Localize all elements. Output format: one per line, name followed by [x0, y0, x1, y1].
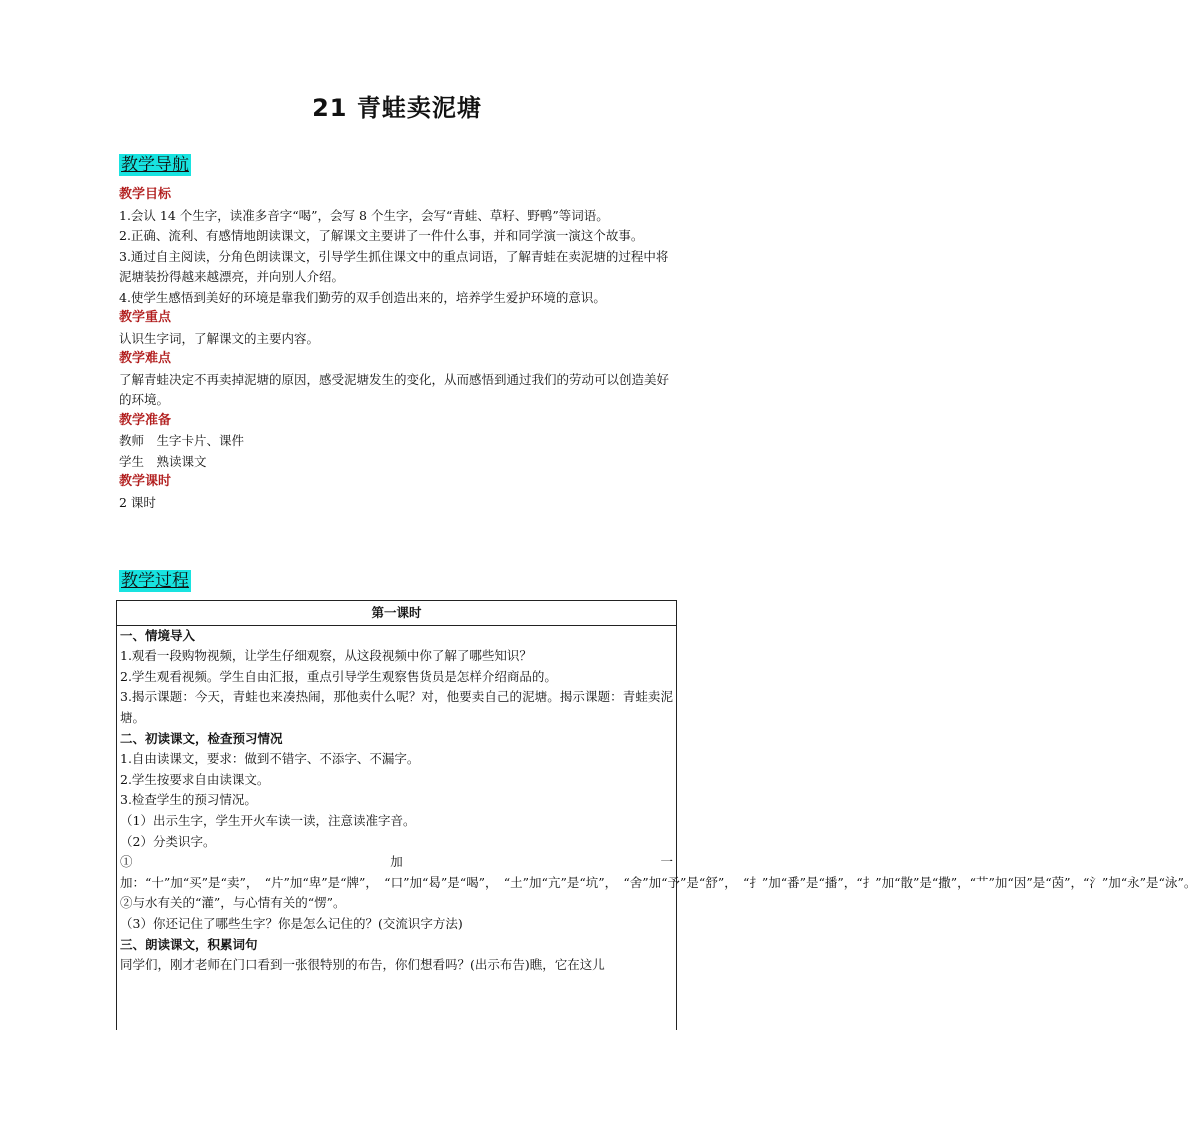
teaching-guide — [119, 185, 679, 513]
lesson-title: 第一课时 — [117, 603, 676, 626]
step-line: （2）分类识字。 — [120, 833, 216, 849]
prep-teacher: 教师 生字卡片、课件 — [119, 433, 245, 448]
goal-item: 1.会认 14 个生字，读准多音字“喝”，会写 8 个生字，会写“青蛙、草籽、野鸭”等词语。 — [119, 207, 609, 223]
page-title: 21 青蛙卖泥塘 — [312, 94, 482, 122]
step-line: 1.自由读课文，要求：做到不错字、不添字、不漏字。 — [120, 751, 420, 767]
step-heading: 一、情境导入 — [120, 627, 196, 643]
step-line: 同学们，刚才老师在门口看到一张很特别的布告，你们想看吗？(出示布告)瞧，它在这儿 — [120, 957, 605, 973]
difficulty-heading: 教学难点 — [119, 351, 172, 366]
prep-student: 学生 熟读课文 — [119, 453, 207, 469]
step-line: ①加一加：“十”加“买”是“卖”， “片”加“卑”是“牌”， “口”加“曷”是“喝”， “土”加“亢”是“坑”， “舍”加“予”是“舒”， “扌”加“番”是“播”，“扌”加“散”是“撒”，“艹”加“因”是“茵”，“氵”加“永”是“泳”。 — [120, 854, 1196, 890]
lesson-plan-table — [116, 600, 1196, 1030]
prep-heading: 教学准备 — [119, 412, 172, 428]
goal-item: 3.通过自主阅读，分角色朗读课文，引导学生抓住课文中的重点词语，了解青蛙在卖泥塘的过程中将泥塘装扮得越来越漂亮，并向别人介绍。 — [119, 248, 669, 284]
goal-item: 4.使学生感悟到美好的环境是靠我们勤劳的双手创造出来的，培养学生爱护环境的意识。 — [119, 289, 606, 305]
step-line: 2.学生观看视频。学生自由汇报，重点引导学生观察售货员是怎样介绍商品的。 — [120, 668, 557, 684]
step-heading: 二、初读课文，检查预习情况 — [120, 730, 283, 746]
step-line: 3.检查学生的预习情况。 — [120, 792, 257, 808]
step-line: （3）你还记住了哪些生字？你是怎么记住的？(交流识字方法) — [120, 915, 463, 931]
step-line: 2.学生按要求自由读课文。 — [120, 771, 270, 787]
step-line: 3.揭示课题：今天，青蛙也来凑热闹，那他卖什么呢？对，他要卖自己的泥塘。揭示课题：青蛙卖泥塘。 — [120, 689, 673, 725]
goal-item: 2.正确、流利、有感情地朗读课文，了解课文主要讲了一件什么事，并和同学演一演这个故事。 — [119, 228, 644, 243]
step-line: （1）出示生字，学生开火车读一读，注意读准字音。 — [120, 812, 416, 828]
step-line: ②与水有关的“灌”，与心情有关的“愣”。 — [120, 895, 346, 911]
step-line: 1.观看一段购物视频，让学生仔细观察，从这段视频中你了解了哪些知识？ — [120, 648, 532, 664]
section-heading-guide: 教学导航 — [121, 155, 189, 175]
step-heading: 三、朗读课文，积累词句 — [120, 936, 258, 952]
goals-heading: 教学目标 — [119, 187, 172, 202]
section-heading-process: 教学过程 — [121, 571, 189, 591]
hours-heading: 教学课时 — [119, 474, 172, 489]
hours-text: 2 课时 — [119, 494, 156, 510]
key-text: 认识生字词，了解课文的主要内容。 — [119, 330, 320, 346]
difficulty-text: 了解青蛙决定不再卖掉泥塘的原因，感受泥塘发生的变化，从而感悟到通过我们的劳动可以创造美好的环境。 — [119, 371, 670, 407]
key-heading: 教学重点 — [119, 310, 172, 325]
